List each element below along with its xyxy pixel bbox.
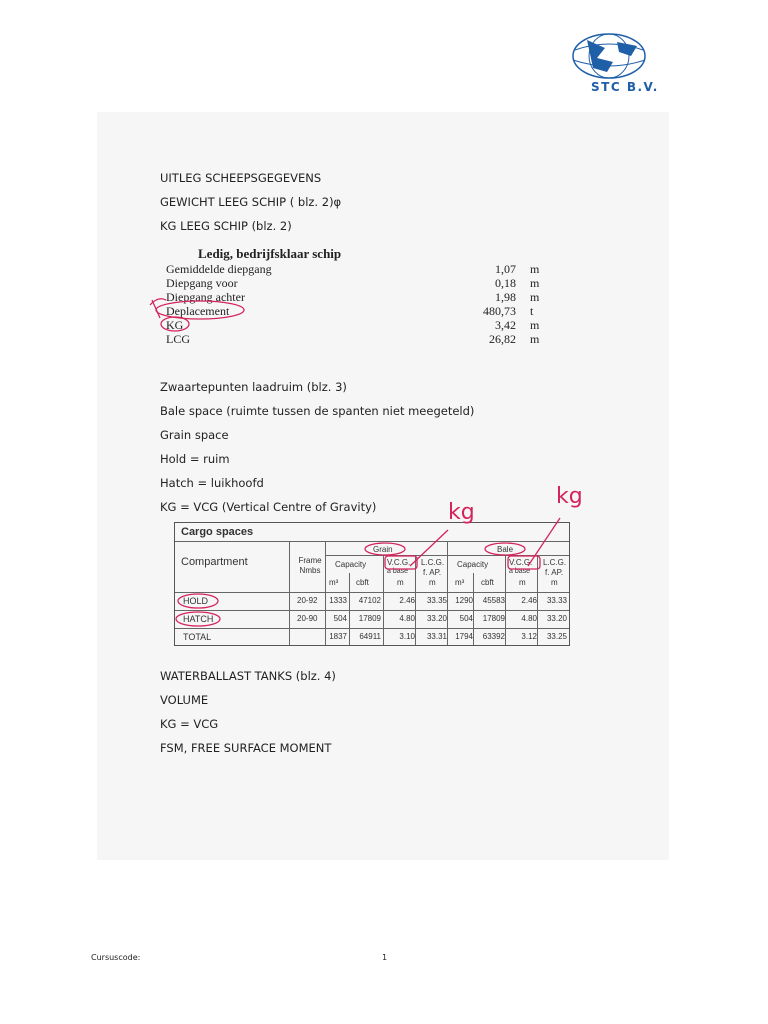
spec-value: 1,98 [495,290,516,304]
cell: 33.25 [546,632,567,641]
unit-m3: m³ [329,578,339,587]
unit-cbft: cbft [481,578,494,587]
heading-uitleg: UITLEG SCHEEPSGEGEVENS [160,171,322,185]
line-kg-leeg-schip: KG LEEG SCHIP (blz. 2) [160,219,292,233]
row-name: HATCH [183,614,214,624]
row-name: TOTAL [183,632,212,642]
cell: 504 [333,614,347,623]
cell: 1333 [329,596,347,605]
spec-value: 1,07 [495,262,516,276]
annotation-kg-left: kg [448,500,475,525]
cell: 3.10 [399,632,415,641]
annotation-kg-right: kg [556,484,583,509]
bale-lcg: L.C.G. [543,558,567,567]
row-frame: 20-92 [297,596,318,605]
cell: 2.46 [399,596,415,605]
spec-label: Gemiddelde diepgang [166,262,272,276]
col-compartment: Compartment [181,556,248,568]
line-zwaartepunten: Zwaartepunten laadruim (blz. 3) [160,380,347,394]
spec-label: Deplacement [166,304,230,318]
spec-unit: m [530,262,540,276]
cell: 1290 [455,596,473,605]
grain-vcg-sub: a base [387,568,409,575]
bale-vcg: V.C.G. [509,558,533,567]
spec-label: LCG [166,332,190,346]
cell: 63392 [482,632,505,641]
spec-label: KG [166,318,184,332]
cell: 1794 [455,632,473,641]
col-frame: Frame Nmbs [298,556,322,575]
group-bale: Bale [497,545,514,554]
line-bale-space: Bale space (ruimte tussen de spanten niet meegeteld) [160,404,475,418]
cell: 33.31 [426,632,447,641]
grain-lcg-sub: f. AP. [423,568,442,577]
cell: 504 [459,614,473,623]
cell: 17809 [482,614,505,623]
cell: 33.35 [426,596,447,605]
unit-cbft: cbft [356,578,369,587]
spec-unit: m [530,318,540,332]
spec-unit: m [530,276,540,290]
spec-label: Diepgang voor [166,276,238,290]
cell: 64911 [359,632,381,641]
spec-unit: t [530,304,534,318]
line-volume: VOLUME [160,693,209,707]
cell: 17809 [358,614,381,623]
line-kg-vcg: KG = VCG (Vertical Centre of Gravity) [160,500,377,514]
line-hatch: Hatch = luikhoofd [160,476,264,490]
spec-unit: m [530,332,540,346]
cell: 47102 [358,596,381,605]
footer-course-code: Cursuscode: [91,953,141,962]
footer-page-number: 1 [382,953,388,962]
unit-m: m [397,578,404,587]
cell: 33.33 [546,596,567,605]
grain-vcg: V.C.G. [387,558,411,567]
grain-capacity: Capacity [335,560,367,569]
bale-capacity: Capacity [457,560,489,569]
ship-specs-title: Ledig, bedrijfsklaar schip [198,246,342,261]
line-gewicht-leeg-schip: GEWICHT LEEG SCHIP ( blz. 2)φ [160,195,342,209]
line-waterballast: WATERBALLAST TANKS (blz. 4) [160,669,336,683]
cargo-table-title: Cargo spaces [181,526,254,538]
unit-m3: m³ [455,578,465,587]
line-grain-space: Grain space [160,428,229,442]
cell: 33.20 [426,614,447,623]
group-grain: Grain [373,545,393,554]
spec-value: 26,82 [489,332,516,346]
spec-unit: m [530,290,540,304]
row-frame: 20-90 [297,614,318,623]
unit-m: m [519,578,526,587]
cell: 45583 [482,596,505,605]
unit-m: m [551,578,558,587]
bale-lcg-sub: f. AP. [545,568,564,577]
spec-value: 3,42 [495,318,516,332]
grain-lcg: L.C.G. [421,558,445,567]
cell: 3.12 [521,632,537,641]
spec-label: Diepgang achter [166,290,245,304]
cell: 1837 [329,632,347,641]
cell: 2.46 [521,596,537,605]
spec-value: 480,73 [483,304,516,318]
line-kg-vcg-2: KG = VCG [160,717,219,731]
line-hold: Hold = ruim [160,452,230,466]
unit-m: m [429,578,436,587]
row-name: HOLD [183,596,209,606]
cell: 33.20 [546,614,567,623]
bale-vcg-sub: a base [509,568,531,575]
cell: 4.80 [521,614,537,623]
spec-value: 0,18 [495,276,516,290]
line-fsm: FSM, FREE SURFACE MOMENT [160,741,332,755]
logo-text: STC B.V. [591,80,659,94]
cell: 4.80 [399,614,415,623]
